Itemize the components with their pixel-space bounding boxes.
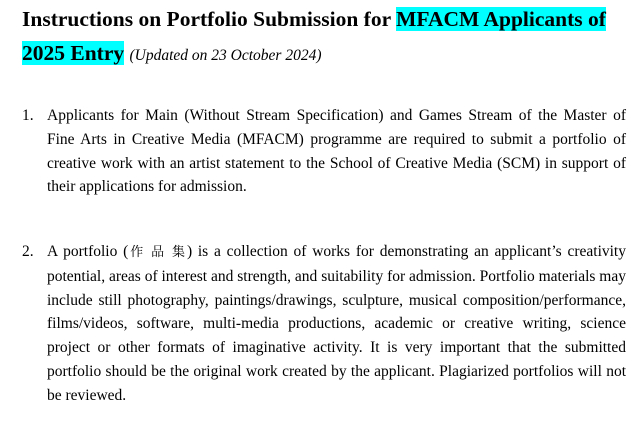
item-number: 2. [22,243,34,260]
updated-date-note: (Updated on 23 October 2024) [129,47,322,64]
chinese-term: 作 品 集 [128,245,187,260]
item-text-before: A portfolio ( [47,243,129,260]
title-text: Instructions on Portfolio Submission for [22,7,397,31]
item-text-after: ) is a collection of works for demonstrating an applicant’s creativity potential, areas of interest and strength, and suitability for admission. Portfolio materials may include still photography, paintings/drawings, sculpture, musical composition/performance, films/videos, software, multi-media productions, academic or creative writing, science project or other formats of imaginative activity. It is very important that the submitted portfolio should be the original work created by the applicant. Plagiarized portfolios will not be reviewed. [47,243,626,404]
item-text [47,240,626,408]
title-highlight-entry: 2025 Entry [22,41,125,65]
item-text: Applicants for Main (Without Stream Specification) and Games Stream of the Master of Fine Arts in Creative Media (MFACM) programme are required to submit a portfolio of creative work with an artist statement to the School of Creative Media (SCM) in support of their applications for admission. [47,107,626,196]
item-number: 1. [22,107,34,124]
instruction-item-1 [22,104,626,199]
title-highlight-applicants: MFACM Applicants of [396,7,606,31]
instruction-item-2 [22,240,626,408]
page-title [22,2,634,73]
